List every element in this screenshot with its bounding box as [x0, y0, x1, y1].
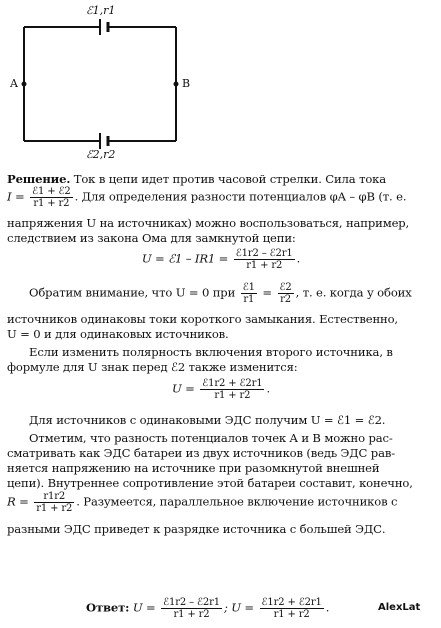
text-line-18: разными ЭДС приведет к разрядке источника с большей ЭДС.: [7, 522, 386, 536]
p2-f1-numerator: ℰ1: [242, 282, 255, 293]
p2-f1-denominator: r1: [243, 294, 255, 305]
answer-denominator-2: r1 + r2: [273, 609, 310, 620]
text-line-13: Отметим, что разность потенциалов точек A и B можно рас-: [29, 431, 393, 445]
eq2-numerator: ℰ1r2 + ℰ2r1: [202, 378, 263, 389]
equation-1: [7, 248, 435, 271]
source2-label: ℰ2,r2: [86, 148, 116, 161]
text-line-1: [7, 172, 435, 187]
text-line-15: няется напряжению на источнике при разомкнутой внешней: [7, 461, 380, 475]
node-a: [22, 82, 27, 87]
p2-f2-denominator: r2: [280, 294, 291, 305]
answer-numerator-1: ℰ1r2 – ℰ2r1: [163, 597, 220, 608]
text-line-9: Если изменить полярность включения второго источника, в: [29, 345, 393, 359]
p2-start: Обратим внимание, что U = 0 при: [29, 285, 236, 300]
eq1-end: .: [296, 251, 301, 266]
eq2-denominator: r1 + r2: [214, 390, 251, 401]
r-fraction: [34, 491, 74, 514]
eq2-left: U =: [171, 381, 195, 396]
text-line-3: напряжения U на источниках) можно воспользоваться, например,: [7, 216, 410, 230]
answer-fraction-2: [260, 597, 324, 620]
text-line-10: формуле для U знак перед ℰ2 также изменится:: [7, 360, 298, 374]
text-line-12: Для источников с одинаковыми ЭДС получим U = ℰ1 = ℰ2.: [29, 413, 386, 427]
eq1-denominator: r1 + r2: [246, 260, 283, 271]
line17-rest: . Разумеется, параллельное включение источников с: [76, 494, 398, 509]
current-eq-label: I =: [7, 189, 25, 204]
eq2-end: .: [266, 381, 271, 396]
source1-label: ℰ1,r1: [86, 4, 116, 17]
eq1-fraction: [234, 248, 295, 271]
answer-fraction-1: [161, 597, 222, 620]
current-fraction: [30, 186, 73, 209]
eq1-left: U = ℰ1 – IR1 =: [141, 251, 229, 266]
r-eq-label: R =: [7, 494, 29, 509]
current-numerator: ℰ1 + ℰ2: [32, 186, 71, 197]
p2-f2-numerator: ℰ2: [279, 282, 292, 293]
answer-numerator-2: ℰ1r2 + ℰ2r1: [261, 597, 322, 608]
eq1-numerator: ℰ1r2 – ℰ2r1: [235, 248, 293, 259]
p2-end: , т. е. когда у обоих: [295, 285, 412, 300]
answer-u1: U =: [132, 600, 156, 615]
p2-fraction-2: [278, 282, 294, 305]
text-line-16: цепи). Внутреннее сопротивление этой батареи составит, конечно,: [7, 476, 413, 490]
p2-fraction-1: [241, 282, 257, 305]
text-line-7: источников одинаковы токи короткого замыкания. Естественно,: [7, 312, 398, 326]
signature: AlexLat: [378, 602, 421, 613]
line2-rest: . Для определения разности потенциалов φA – φB (т. е.: [74, 189, 407, 204]
answer-sep: ; U =: [223, 600, 254, 615]
equation-2: [7, 378, 435, 401]
answer-label: Ответ:: [86, 600, 130, 615]
solution-intro: Ток в цепи идет против часовой стрелки. Сила тока: [70, 172, 387, 186]
text-line-14: сматривать как ЭДС батареи из двух источников (ведь ЭДС рав-: [7, 446, 395, 460]
current-denominator: r1 + r2: [33, 198, 70, 209]
r-numerator: r1r2: [34, 491, 74, 503]
r-denominator: r1 + r2: [36, 503, 73, 514]
answer-end: .: [325, 600, 330, 615]
point-a-label: A: [10, 77, 18, 90]
text-line-2: [7, 186, 435, 209]
eq2-fraction: [200, 378, 264, 401]
text-line-17: [7, 491, 435, 514]
answer-denominator-1: r1 + r2: [173, 609, 210, 620]
circuit-diagram: [0, 0, 441, 170]
text-line-8: U = 0 и для одинаковых источников.: [7, 327, 229, 341]
text-line-4: следствием из закона Ома для замкнутой цепи:: [7, 231, 296, 245]
point-b-label: B: [182, 77, 191, 90]
node-b: [174, 82, 179, 87]
solution-label: Решение.: [7, 172, 71, 186]
answer-line: [86, 597, 376, 620]
p2-eq: =: [262, 285, 272, 300]
text-line-6: [7, 282, 441, 305]
